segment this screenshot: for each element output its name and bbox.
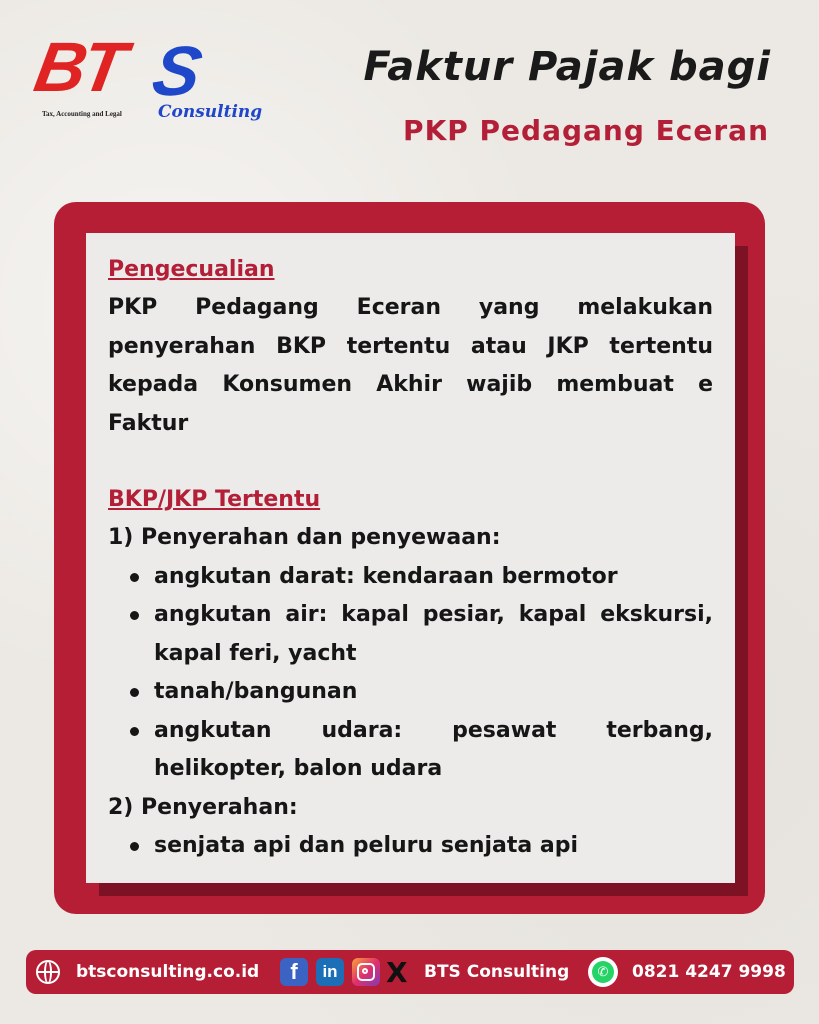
website-text: btsconsulting.co.id [76, 962, 260, 982]
section-heading-pengecualian: Pengecualian [108, 257, 275, 282]
linkedin-icon[interactable]: in [316, 958, 344, 986]
list-item: tanah/bangunan [154, 673, 713, 712]
social-handle-text: BTS Consulting [424, 962, 570, 982]
list-item: angkutan darat: kendaraan bermotor [154, 558, 713, 597]
bts-logo [29, 28, 263, 132]
list-item: senjata api dan peluru senjata api [154, 827, 713, 866]
instagram-icon[interactable] [352, 958, 380, 986]
bullet-icon [130, 688, 139, 697]
page-subtitle: PKP Pedagang Eceran [403, 114, 769, 147]
website-link[interactable] [36, 950, 259, 994]
group-label: 1) Penyerahan dan penyewaan: [108, 525, 501, 550]
social-handle[interactable] [424, 950, 569, 994]
logo-consulting: Consulting [158, 102, 263, 122]
bullet-icon [130, 573, 139, 582]
content-card [86, 233, 735, 883]
bullet-list [108, 558, 713, 789]
bullet-icon [130, 727, 139, 736]
bullet-icon [130, 611, 139, 620]
page-title: Faktur Pajak bagi [363, 44, 771, 90]
x-icon[interactable]: X [386, 955, 408, 989]
logo-tagline: Tax, Accounting and Legal [42, 110, 122, 118]
whatsapp-icon: ✆ [588, 957, 618, 987]
whatsapp-contact[interactable] [588, 950, 786, 994]
section-heading-bkp-jkp: BKP/JKP Tertentu [108, 487, 321, 512]
list-item: angkutan air: kapal pesiar, kapal ekskursi, kapal feri, yacht [154, 596, 713, 673]
group-label: 2) Penyerahan: [108, 794, 298, 820]
logo-letter-s: S [147, 32, 208, 110]
bullet-icon [130, 842, 139, 851]
social-icons [280, 950, 408, 994]
bullet-list [108, 827, 713, 866]
phone-number: 0821 4247 9998 [632, 962, 786, 982]
footer-bar [26, 950, 794, 994]
logo-letters-bt: BT [29, 28, 129, 106]
section-paragraph: PKP Pedagang Eceran yang melakukan penyerahan BKP tertentu atau JKP tertentu kepada Konsumen Akhir wajib membuat e Faktur [108, 295, 713, 436]
globe-icon [36, 960, 60, 984]
list-item: angkutan udara: pesawat terbang, helikopter, balon udara [154, 712, 713, 789]
facebook-icon[interactable]: f [280, 958, 308, 986]
